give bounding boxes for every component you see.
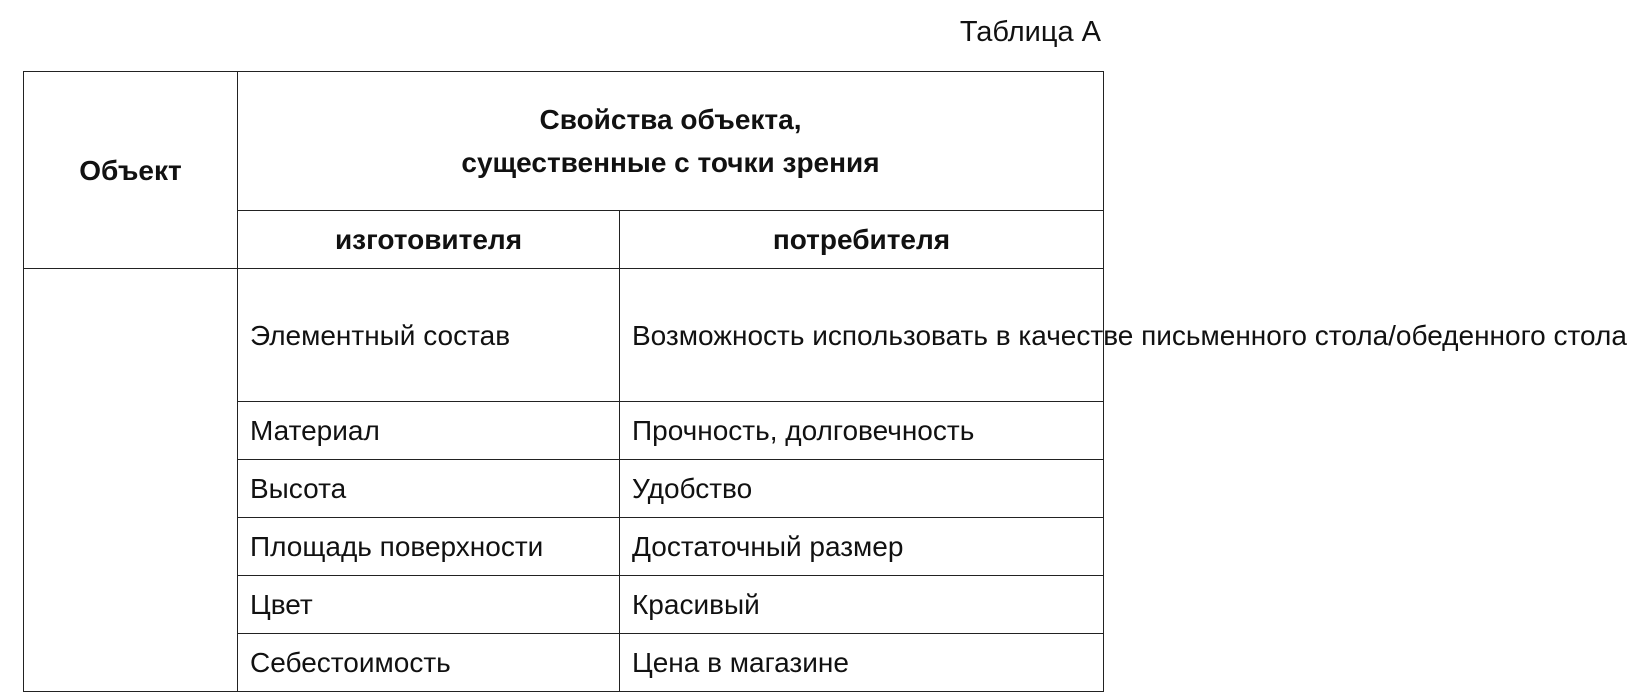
properties-group-header-line1: Свойства объекта,	[539, 103, 802, 135]
manufacturer-column-header: изготовителя	[238, 210, 620, 268]
consumer-cell: Цена в магазине	[620, 634, 1104, 692]
manufacturer-cell: Себестоимость	[238, 634, 620, 692]
manufacturer-cell: Материал	[238, 402, 620, 460]
object-cell	[24, 269, 238, 692]
object-column-header: Объект	[24, 72, 238, 269]
consumer-cell: Красивый	[620, 576, 1104, 634]
consumer-column-header: потребителя	[620, 210, 1104, 268]
manufacturer-cell: Высота	[238, 460, 620, 518]
table-caption: Таблица А	[959, 16, 1101, 48]
manufacturer-cell: Элементный состав	[238, 269, 620, 402]
table-row	[24, 269, 1104, 402]
properties-group-header	[238, 72, 1104, 211]
consumer-cell: Возможность использовать в качестве письменного стола/обеденного стола	[620, 269, 1104, 402]
manufacturer-cell: Цвет	[238, 576, 620, 634]
header-row-top	[24, 72, 1104, 211]
manufacturer-cell: Площадь поверхности	[238, 518, 620, 576]
consumer-cell: Удобство	[620, 460, 1104, 518]
properties-group-header-line2: существенные с точки зрения	[461, 146, 880, 178]
properties-table	[23, 71, 1627, 692]
consumer-cell: Достаточный размер	[620, 518, 1104, 576]
consumer-cell: Прочность, долговечность	[620, 402, 1104, 460]
